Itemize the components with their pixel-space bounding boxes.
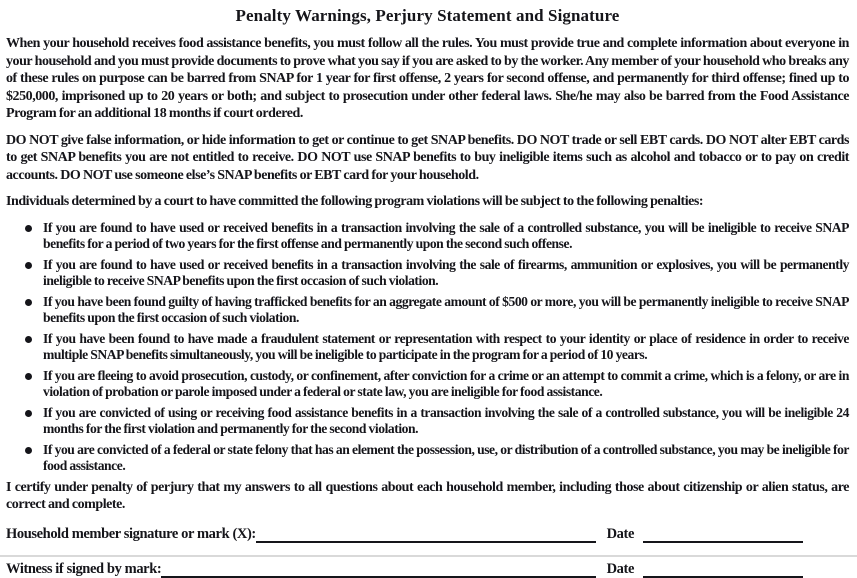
- penalty-text: If you are convicted of a federal or state felony that has an element the possession, use, or distribution of a controlled substance, you may be ineligible for food assistance.: [43, 441, 849, 473]
- bullet-icon: [25, 336, 32, 343]
- perjury-certification: I certify under penalty of perjury that my answers to all questions about each household member, including those about citizenship or alien status, are correct and complete.: [6, 479, 849, 512]
- list-item: [6, 405, 849, 437]
- household-date-label: Date: [606, 525, 634, 542]
- list-item: [6, 331, 849, 363]
- bullet-icon: [25, 447, 32, 454]
- bullet-icon: [25, 410, 32, 417]
- witness-signature-row: [6, 556, 849, 578]
- penalty-text: If you have been found to have made a fraudulent statement or representation with respect to your identity or place of residence in order to receive multiple SNAP benefits simultaneously, you will be ineligible to participate in the program for a period of 10 years.: [43, 330, 849, 362]
- penalty-list: [6, 220, 849, 474]
- bullet-icon: [25, 225, 32, 232]
- witness-signature-label: Witness if signed by mark:: [6, 560, 162, 577]
- witness-signature-line: [161, 562, 595, 578]
- bullet-icon: [25, 299, 32, 306]
- household-signature-label: Household member signature or mark (X):: [6, 525, 256, 542]
- household-signature-line: [256, 527, 596, 543]
- witness-date-label: Date: [606, 560, 634, 577]
- list-item: [6, 220, 849, 252]
- list-item: [6, 368, 849, 400]
- list-item: [6, 257, 849, 289]
- intro-paragraph-rules: When your household receives food assistance benefits, you must follow all the rules. You must provide true and complete information about everyone in your household and you must provide documents to prove what you say if you are asked to by the worker. Any member of your household who breaks any of these rules on purpose can be barred from SNAP for 1 year for first offense, 2 years for second offense, and permanently for third offense; fined up to $250,000, imprisoned up to 20 years or both; and subject to prosecution under other federal laws. She/he may also be barred from the Food Assistance Program for an additional 18 months if court ordered.: [6, 36, 849, 121]
- penalty-text: If you are found to have used or received benefits in a transaction involving the sale of a controlled substance, you will be ineligible to receive SNAP benefits for a period of two years for the first offense and permanently upon the second such offense.: [43, 219, 849, 251]
- list-item: [6, 442, 849, 474]
- penalty-text: If you are found to have used or received benefits in a transaction involving the sale of firearms, ammunition or explosives, you will be permanently ineligible to receive SNAP benefits upon the first occasion of such violation.: [43, 256, 849, 288]
- bullet-icon: [25, 373, 32, 380]
- bullet-icon: [25, 262, 32, 269]
- penalty-text: If you have been found guilty of having trafficked benefits for an aggregate amount of $500 or more, you will be permanently ineligible to receive SNAP benefits upon the first occasion of such violation.: [43, 293, 849, 325]
- penalty-text: If you are convicted of using or receiving food assistance benefits in a transaction involving the sale of a controlled substance, you will be ineligible 24 months for the first violation and permanently for the second violation.: [43, 404, 849, 436]
- page-title: Penalty Warnings, Perjury Statement and Signature: [235, 6, 620, 25]
- intro-paragraph-donot: DO NOT give false information, or hide information to get or continue to get SNAP benefits. DO NOT trade or sell EBT cards. DO NOT alter EBT cards to get SNAP benefits you are not entitled to receive. DO NOT use SNAP benefits to buy ineligible items such as alcohol and tobacco or to pay on credit accounts. DO NOT use someone else’s SNAP benefits or EBT card for your household.: [6, 132, 849, 183]
- household-date-line: [643, 527, 803, 543]
- list-item: [6, 294, 849, 326]
- scan-bottom-edge: [0, 555, 857, 557]
- penalties-intro: Individuals determined by a court to have committed the following program violations will be subject to the following penalties:: [6, 194, 704, 209]
- household-signature-row: [6, 521, 849, 543]
- witness-date-line: [643, 562, 803, 578]
- penalty-text: If you are fleeing to avoid prosecution, custody, or confinement, after conviction for a crime or an attempt to commit a crime, which is a felony, or are in violation of probation or parole imposed under a federal or state law, you are ineligible for food assistance.: [43, 367, 849, 399]
